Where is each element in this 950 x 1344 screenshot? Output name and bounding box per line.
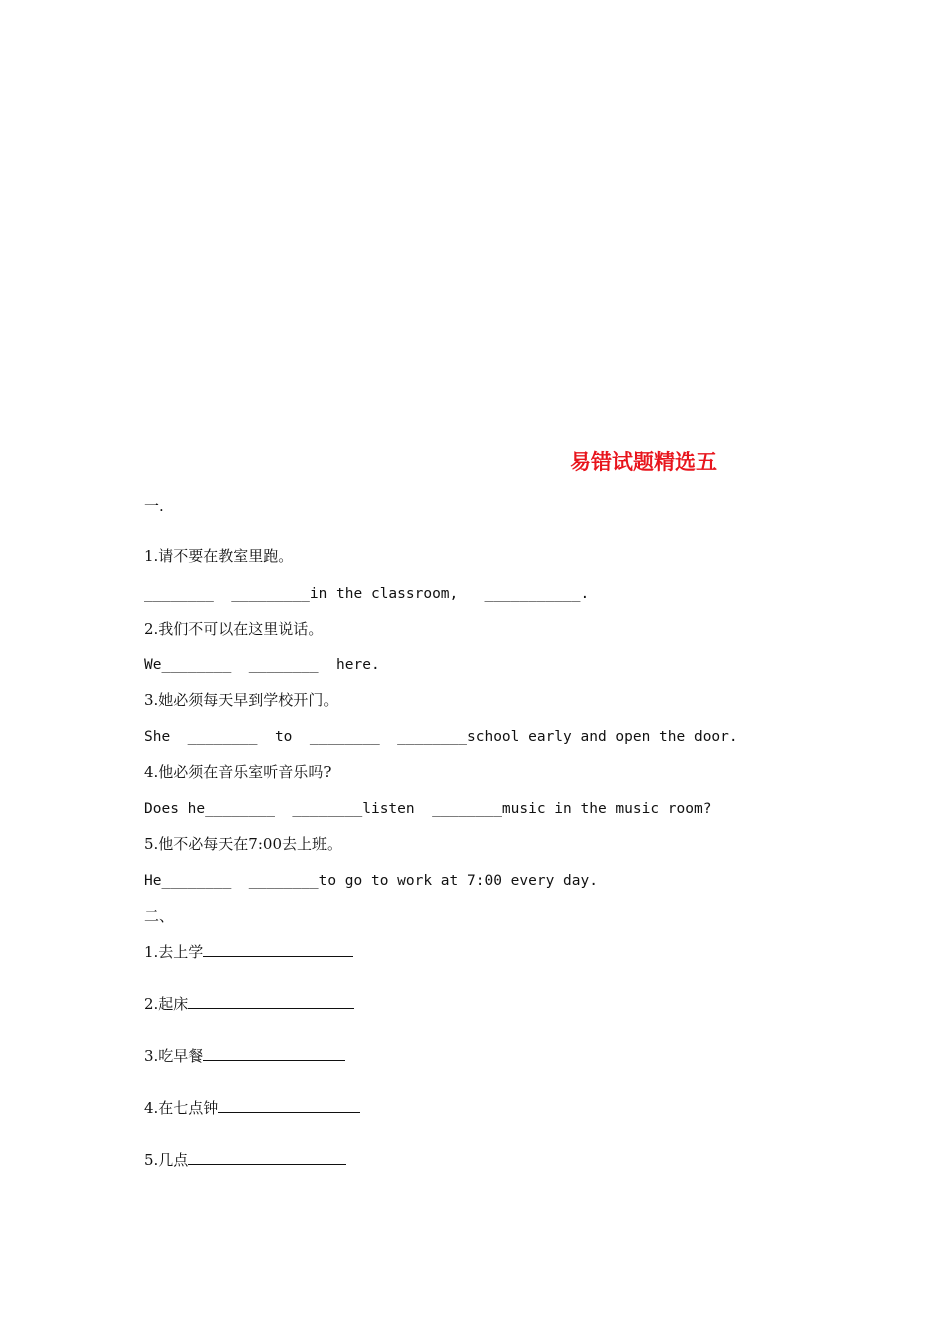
phrase-4 [144,1098,360,1118]
section-1-heading: 一. [144,497,164,515]
question-1-prompt: 1.请不要在教室里跑。 [144,547,294,565]
phrase-3-label: 3.吃早餐 [144,1047,204,1065]
question-5-prompt: 5.他不必每天在7:00去上班。 [144,835,342,853]
phrase-5 [144,1150,346,1170]
question-4-answer: Does he________ ________listen ________music in the music room? [144,801,712,817]
phrase-3 [144,1046,345,1066]
question-2-prompt: 2.我们不可以在这里说话。 [144,620,324,638]
phrase-5-label: 5.几点 [144,1151,189,1169]
question-5-answer: He________ ________to go to work at 7:00 every day. [144,873,598,889]
section-2-heading: 二、 [144,907,175,925]
phrase-2 [144,994,354,1014]
phrase-1-label: 1.去上学 [144,943,204,961]
question-1-answer: ________ _________in the classroom, ___________. [144,586,590,602]
phrase-2-blank [188,994,354,1009]
question-3-answer: She ________ to ________ ________school early and open the door. [144,729,738,745]
phrase-1 [144,942,353,962]
phrase-4-label: 4.在七点钟 [144,1099,219,1117]
phrase-5-blank [188,1150,346,1165]
question-3-prompt: 3.她必须每天早到学校开门。 [144,691,339,709]
question-2-answer: We________ ________ here. [144,657,380,673]
question-4-prompt: 4.他必须在音乐室听音乐吗? [144,763,332,781]
document-title: 易错试题精选五 [570,450,717,474]
phrase-4-blank [218,1098,360,1113]
phrase-1-blank [203,942,353,957]
phrase-3-blank [203,1046,345,1061]
phrase-2-label: 2.起床 [144,995,189,1013]
